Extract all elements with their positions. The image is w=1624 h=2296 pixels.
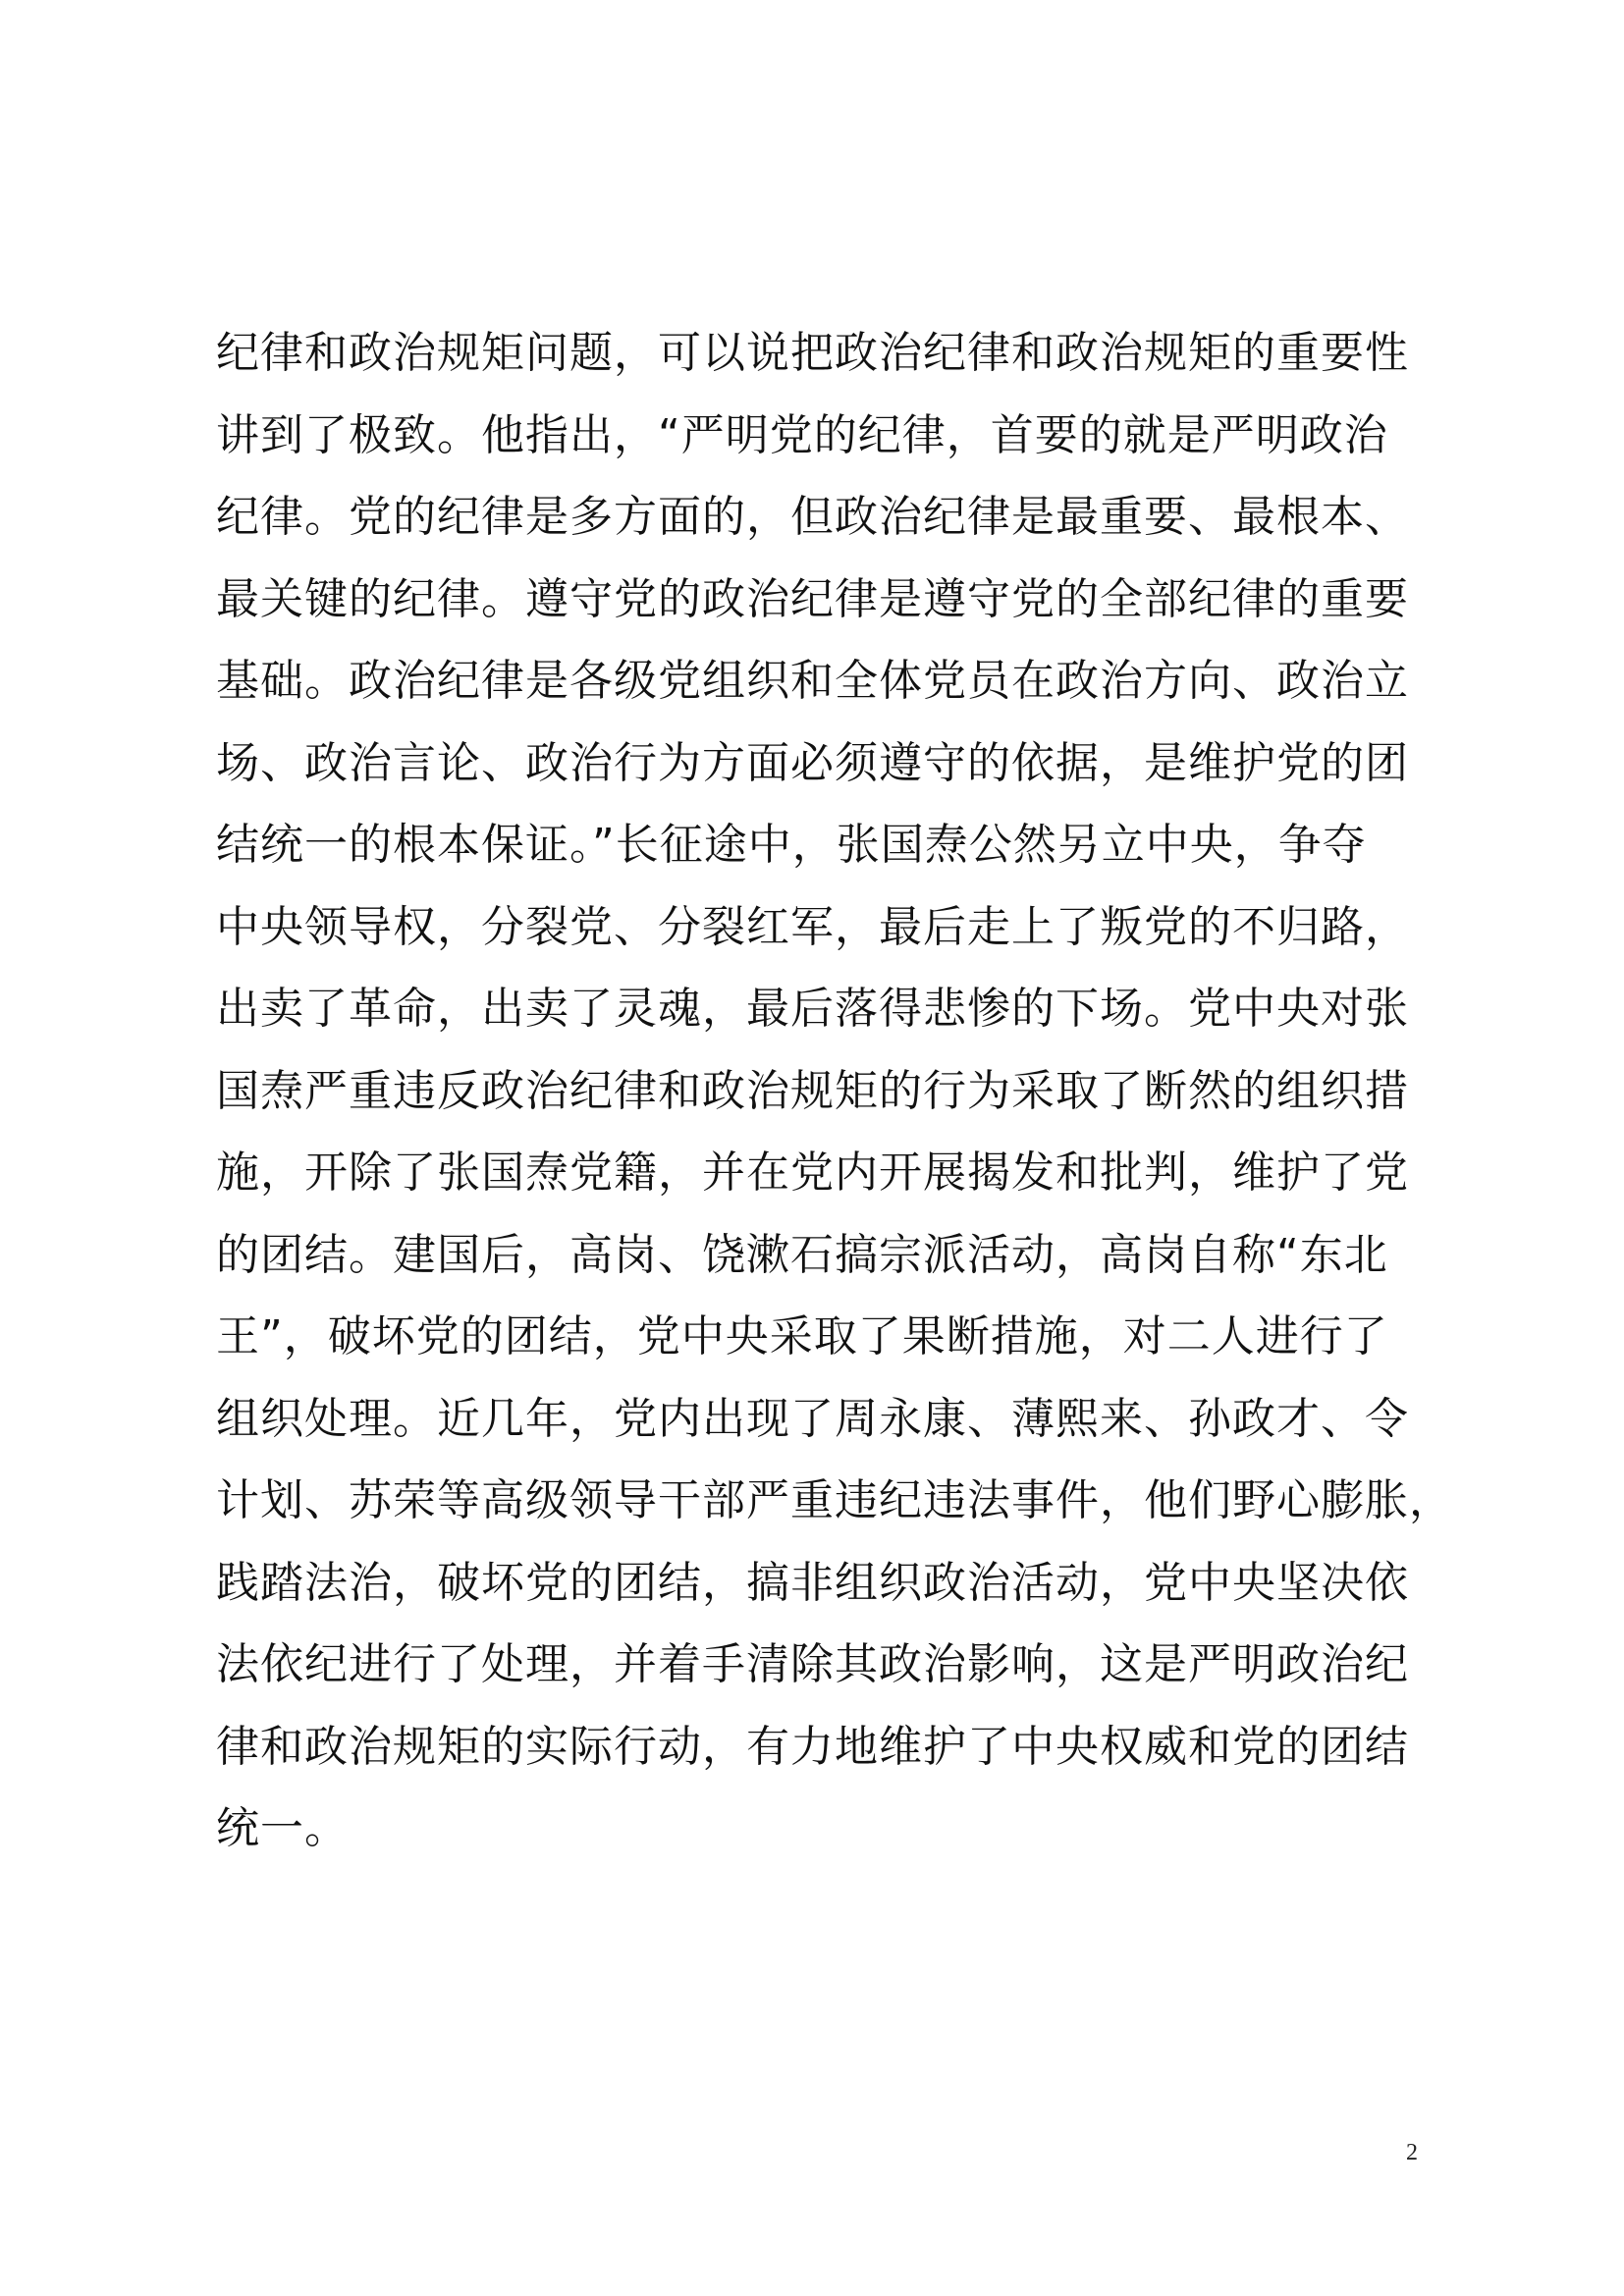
text-line: 王”，破坏党的团结，党中央采取了果断措施，对二人进行了 [216,1311,1388,1362]
text-line: 施，开除了张国焘党籍，并在党内开展揭发和批判，维护了党 [216,1148,1409,1198]
text-line: 律和政治规矩的实际行动，有力地维护了中央权威和党的团结 [216,1721,1409,1772]
text-line: 最关键的纪律。遵守党的政治纪律是遵守党的全部纪律的重要 [216,573,1409,624]
text-line: 讲到了极致。他指出，“严明党的纪律，首要的就是严明政治 [216,409,1388,460]
text-line: 出卖了革命，出卖了灵魂，最后落得悲惨的下场。党中央对张 [216,984,1409,1034]
text-line: 组织处理。近几年，党内出现了周永康、薄熙来、孙政才、令 [216,1393,1409,1444]
text-line: 基础。政治纪律是各级党组织和全体党员在政治方向、政治立 [216,656,1409,706]
text-line: 纪律和政治规矩问题，可以说把政治纪律和政治规矩的重要性 [216,328,1409,378]
text-line: 践踏法治，破坏党的团结，搞非组织政治活动，党中央坚决依 [216,1557,1409,1608]
page-number: 2 [1406,2140,1418,2165]
text-line: 统一。 [216,1803,349,1853]
text-line: 法依纪进行了处理，并着手清除其政治影响，这是严明政治纪 [216,1639,1409,1689]
body-paragraph [216,312,1453,1870]
text-line: 场、政治言论、政治行为方面必须遵守的依据，是维护党的团 [216,737,1409,788]
text-line: 国焘严重违反政治纪律和政治规矩的行为采取了断然的组织措 [216,1065,1409,1116]
text-line: 纪律。党的纪律是多方面的，但政治纪律是最重要、最根本、 [216,492,1409,542]
text-line: 结统一的根本保证。”长征途中，张国焘公然另立中央，争夺 [216,820,1367,870]
text-line: 中央领导权，分裂党、分裂红军，最后走上了叛党的不归路， [216,901,1409,952]
text-line: 的团结。建国后，高岗、饶漱石搞宗派活动，高岗自称“东北 [216,1229,1388,1280]
text-line: 计划、苏荣等高级领导干部严重违纪违法事件，他们野心膨胀， [216,1475,1453,1525]
